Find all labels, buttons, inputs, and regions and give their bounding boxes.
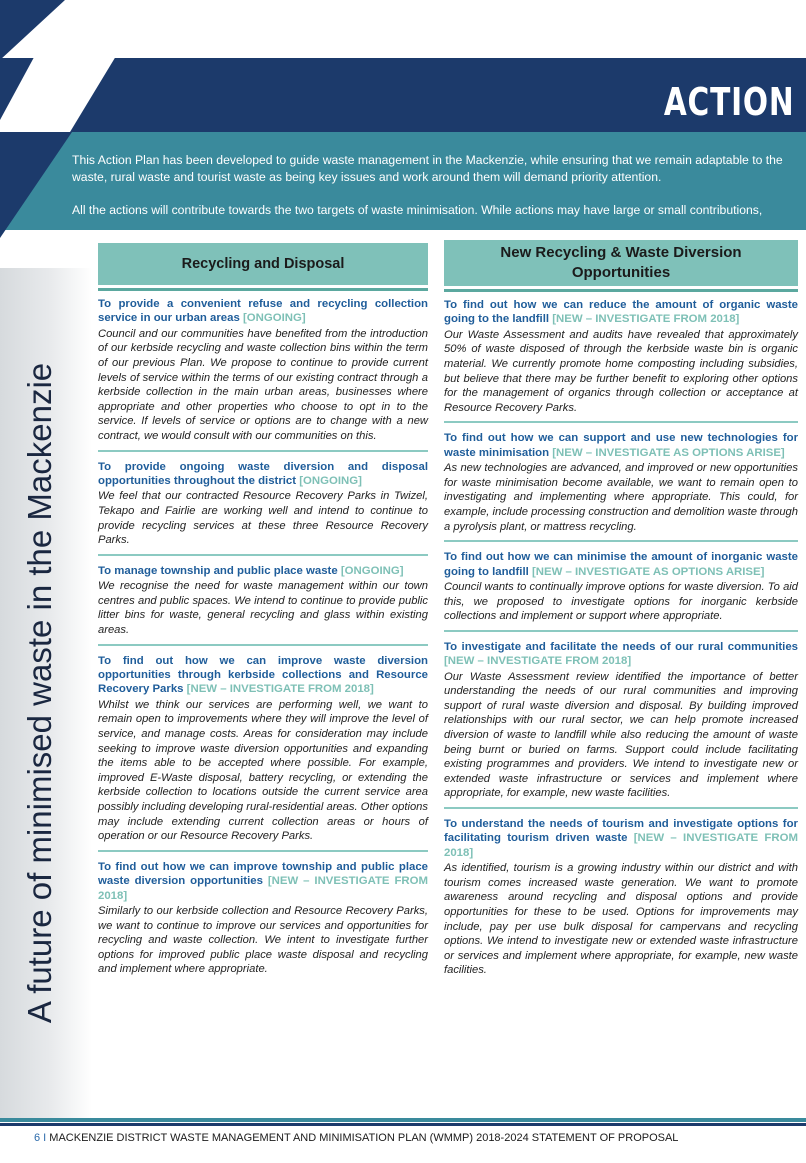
action-title: To understand the needs of tourism and investigate options for facilitating tourism driven waste [NEW – INVESTIGATE FROM 2018]	[444, 817, 798, 859]
footer-rule-teal	[0, 1118, 806, 1122]
action-title: To find out how we can support and use new technologies for waste minimisation [NEW – INVESTIGATE AS OPTIONS ARISE]	[444, 432, 798, 459]
action-item	[98, 297, 428, 452]
footer-text: MACKENZIE DISTRICT WASTE MANAGEMENT AND MINIMISATION PLAN (WMMP) 2018-2024 STATEMENT OF PROPOSAL	[49, 1132, 679, 1144]
action-title: To provide ongoing waste diversion and disposal opportunities throughout the district [ONGOING]	[98, 460, 428, 487]
footer-rule-navy	[0, 1123, 806, 1126]
action-status-tag: [NEW – INVESTIGATE FROM 2018]	[444, 655, 632, 668]
action-title: To manage township and public place waste [ONGOING]	[98, 564, 404, 577]
recycling-disposal-column	[98, 240, 428, 991]
action-item	[98, 860, 428, 983]
action-item	[444, 640, 798, 809]
page-title: ACTION	[663, 80, 794, 124]
new-recycling-column	[444, 240, 798, 992]
action-status-tag: [NEW – INVESTIGATE FROM 2018]	[552, 313, 740, 326]
action-description: We feel that our contracted Resource Recovery Parks in Twizel, Tekapo and Fairlie are working well and intend to continue to provide recycling services at these three Resource Recovery Parks.	[98, 490, 428, 547]
action-status-tag: [NEW – INVESTIGATE AS OPTIONS ARISE]	[552, 446, 785, 459]
intro-paragraph-2: All the actions will contribute towards the two targets of waste minimisation. While actions may have large or small contributions,	[72, 203, 763, 217]
action-item	[444, 550, 798, 632]
column-heading-new-recycling: New Recycling & Waste Diversion Opportunities	[444, 240, 798, 286]
action-title: To find out how we can minimise the amount of inorganic waste going to landfill [NEW – INVESTIGATE AS OPTIONS ARISE]	[444, 551, 798, 578]
action-description: As new technologies are advanced, and improved or new opportunities for waste minimisation become available, we want to remain open to investigating and implementing where appropriate. This could, for example, include processing construction and demolition waste through a pyrolysis plant, or mattress recycling.	[444, 462, 798, 533]
action-status-tag: [ONGOING]	[243, 312, 306, 325]
action-description: Council and our communities have benefited from the introduction of our kerbside recycling and waste collection bins within the term of our previous Plan. We propose to continue to provide current levels of service within the terms of our existing contract through a kerbside collection in the main urban areas, businesses where appropriate and other properties who choose to opt in to the service. If levels of service or options are to change with a new contract, we would consult with our communities on this.	[98, 327, 428, 442]
action-item	[444, 817, 798, 984]
intro-paragraph-1: This Action Plan has been developed to guide waste management in the Mackenzie, while ensuring that we remain adaptable to the waste, rural waste and tourist waste as being key issues and work around them will demand priority attention.	[72, 153, 783, 184]
action-description: Our Waste Assessment review identified the importance of better understanding the needs of our rural communities and improving support of rural waste diversion and disposal. By building improved relationships with our rural sector, we can help promote increased diversion of waste to landfill while also reducing the amount of waste being burnt or buried on farms. Support could include facilitating existing programmes and providers. We intend to investigate new or extended waste infrastructure or services and implement where appropriate, for example, new waste facilities.	[444, 670, 798, 800]
action-item	[98, 460, 428, 556]
action-description: Whilst we think our services are performing well, we want to remain open to improvements where they will improve the level of service, and manage costs. Areas for consideration may include seeking to improve waste diversion opportunities and expanding the items able to be accepted where possible. For example, improved E-Waste disposal, battery recycling, or extending the kerbside collection to locations outside the current service area possibly including developing rural-residential areas. Other options may include extending current collection areas or hours of operation or our Resource Recovery Parks.	[98, 698, 428, 843]
column-heading-recycling-disposal: Recycling and Disposal	[98, 243, 428, 285]
action-item	[444, 298, 798, 423]
action-description: Council wants to continually improve options for waste diversion. To aid this, we proposed to investigate options for inorganic kerbside collections and implement or support where appropriate.	[444, 580, 798, 623]
action-title: To find out how we can improve township and public place waste diversion opportunities [NEW – INVESTIGATE FROM 2018]	[98, 860, 428, 902]
action-description: We recognise the need for waste management within our town centres and public spaces. We intend to continue to provide public litter bins for waste, general recycling and glass within existing areas.	[98, 580, 428, 636]
column-divider	[98, 288, 428, 291]
action-status-tag: [ONGOING]	[299, 474, 362, 487]
footer-page-number: 6 I	[34, 1132, 47, 1144]
action-title: To find out how we can improve waste diversion opportunities through kerbside collections and Resource Recovery Parks [NEW – INVESTIGATE FROM 2018]	[98, 654, 428, 696]
action-title: To investigate and facilitate the needs of our rural communities [NEW – INVESTIGATE FROM 2018]	[444, 640, 798, 668]
side-tagline: A future of minimised waste in the Mackenzie	[21, 362, 58, 1024]
action-item	[444, 431, 798, 542]
action-status-tag: [NEW – INVESTIGATE FROM 2018]	[186, 683, 374, 696]
action-description: As identified, tourism is a growing industry within our district and with tourism comes increased waste generation. We want to promote awareness around recycling and disposal options and provide opportunities for these to be used. Options for improvements may include, pay per use bulk disposal for campervans and recycling options. We intend to investigate new or extended waste infrastructure or services and implement where appropriate, for example, new waste facilities.	[444, 862, 798, 977]
footer-rule	[0, 1118, 806, 1128]
action-description: Our Waste Assessment and audits have revealed that approximately 50% of waste disposed of through the kerbside waste bin is organic material. We currently promote home composting including subsidies, but believe that there may be further benefit to exploring other options for the management of organics through collection or acceptance at Resource Recovery Parks.	[444, 328, 798, 414]
page-footer	[34, 1132, 678, 1144]
action-status-tag: [NEW – INVESTIGATE FROM 2018]	[98, 875, 428, 902]
action-title: To find out how we can reduce the amount of organic waste going to the landfill [NEW – INVESTIGATE FROM 2018]	[444, 299, 798, 326]
action-item	[98, 654, 428, 852]
action-description: Similarly to our kerbside collection and Resource Recovery Parks, we want to continue to improve our services and opportunities for recycling and waste collection. We intent to investigate further options for improved public place waste disposal and recycling and implement where appropriate.	[98, 904, 428, 976]
action-title: To provide a convenient refuse and recycling collection service in our urban areas [ONGOING]	[98, 298, 428, 325]
action-status-tag: [NEW – INVESTIGATE AS OPTIONS ARISE]	[531, 565, 765, 578]
column-divider	[444, 289, 798, 292]
action-status-tag: [ONGOING]	[340, 564, 404, 577]
action-status-tag: [NEW – INVESTIGATE FROM 2018]	[444, 832, 798, 859]
action-item	[98, 564, 428, 646]
